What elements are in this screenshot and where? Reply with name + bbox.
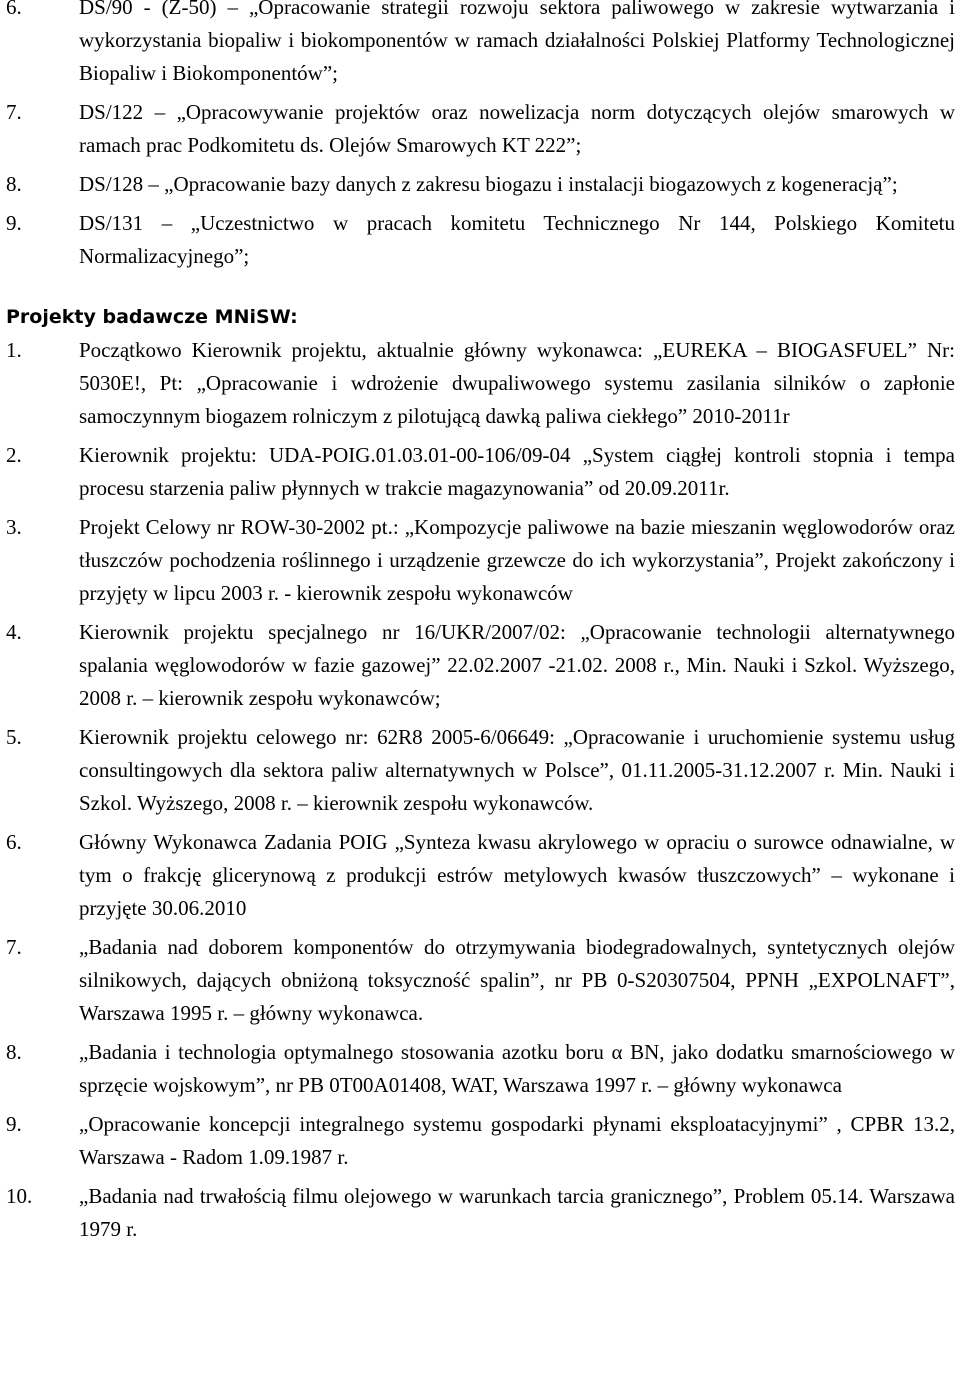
item-number: 8.: [6, 1040, 22, 1064]
item-number: 6.: [6, 830, 22, 854]
list-item: [0, 511, 960, 610]
item-text: „Opracowanie koncepcji integralnego systemu gospodarki płynami eksploatacyjnymi” , CPBR 13.2, Warszawa - Radom 1.09.1987 r.: [79, 1112, 955, 1169]
list-item: [0, 439, 960, 505]
item-text: Kierownik projektu specjalnego nr 16/UKR/2007/02: „Opracowanie technologii alternatywnego spalania węglowodorów w fazie gazowej” 22.02.2007 -21.02. 2008 r., Min. Nauki i Szkol. Wyższego, 2008 r. – kierownik zespołu wykonawców;: [79, 620, 955, 710]
item-number: 9.: [6, 211, 22, 235]
section-heading: Projekty badawcze MNiSW:: [6, 306, 298, 328]
item-number: 7.: [6, 100, 22, 124]
item-text: „Badania nad doborem komponentów do otrzymywania biodegradowalnych, syntetycznych olejów silnikowych, dających obniżoną toksyczność spalin”, nr PB 0-S20307504, PPNH „EXPOLNAFT”, Warszawa 1995 r. – główny wykonawca.: [79, 935, 955, 1025]
list-item: [0, 616, 960, 715]
list-item: [0, 334, 960, 433]
item-number: 2.: [6, 443, 22, 467]
list-item: [0, 721, 960, 820]
item-text: DS/131 ‒ „Uczestnictwo w pracach komitetu Technicznego Nr 144, Polskiego Komitetu Normalizacyjnego”;: [79, 211, 955, 268]
list-item: [0, 168, 960, 201]
item-text: Kierownik projektu celowego nr: 62R8 2005-6/06649: „Opracowanie i uruchomienie systemu usług consultingowych dla sektora paliw alternatywnych w Polsce”, 01.11.2005-31.12.2007 r. Min. Nauki i Szkol. Wyższego, 2008 r. – kierownik zespołu wykonawców.: [79, 725, 955, 815]
item-number: 8.: [6, 172, 22, 196]
item-number: 5.: [6, 725, 22, 749]
list-top: [0, 0, 960, 273]
list-item: [0, 207, 960, 273]
item-text: Projekt Celowy nr ROW-30-2002 pt.: „Kompozycje paliwowe na bazie mieszanin węglowodorów oraz tłuszczów pochodzenia roślinnego i urządzenie grzewcze do ich wykorzystania”, Projekt zakończony i przyjęty w lipcu 2003 r. - kierownik zespołu wykonawców: [79, 515, 955, 605]
item-text: „Badania nad trwałością filmu olejowego w warunkach tarcia granicznego”, Problem 05.14. Warszawa 1979 r.: [79, 1184, 955, 1241]
item-number: 10.: [6, 1184, 33, 1208]
list-item: [0, 931, 960, 1030]
item-text: DS/122 ‒ „Opracowywanie projektów oraz nowelizacja norm dotyczących olejów smarowych w ramach prac Podkomitetu ds. Olejów Smarowych KT 222”;: [79, 100, 955, 157]
list-item: [0, 0, 960, 90]
list-item: [0, 826, 960, 925]
item-number: 3.: [6, 515, 22, 539]
list-item: [0, 1180, 960, 1246]
list-item: [0, 1036, 960, 1102]
item-text: DS/90 - (Z-50) ‒ „Opracowanie strategii rozwoju sektora paliwowego w zakresie wytwarzania i wykorzystania biopaliw i biokomponentów w ramach działalności Polskiej Platformy Technologicznej Biopaliw i Biokomponentów”;: [79, 0, 955, 85]
item-number: 4.: [6, 620, 22, 644]
item-text: Początkowo Kierownik projektu, aktualnie główny wykonawca: „EUREKA ‒ BIOGASFUEL” Nr: 5030E!, Pt: „Opracowanie i wdrożenie dwupaliwowego systemu zasilania silników o zapłonie samoczynnym biogazem rolniczym z pilotującą dawką paliwa ciekłego” 2010-2011r: [79, 338, 955, 428]
item-text: Główny Wykonawca Zadania POIG „Synteza kwasu akrylowego w opraciu o surowce odnawialne, w tym o frakcję glicerynową z produkcji estrów metylowych kwasów tłuszczowych” ‒ wykonane i przyjęte 30.06.2010: [79, 830, 955, 920]
item-number: 6.: [6, 0, 22, 19]
item-text: „Badania i technologia optymalnego stosowania azotku boru α BN, jako dodatku smarnościowego w sprzęcie wojskowym”, nr PB 0T00A01408, WAT, Warszawa 1997 r. – główny wykonawca: [79, 1040, 955, 1097]
item-number: 9.: [6, 1112, 22, 1136]
item-text: Kierownik projektu: UDA-POIG.01.03.01-00-106/09-04 „System ciągłej kontroli stopnia i tempa procesu starzenia paliw płynnych w trakcie magazynowania” od 20.09.2011r.: [79, 443, 955, 500]
item-number: 7.: [6, 935, 22, 959]
list-item: [0, 96, 960, 162]
list-mnisw: [0, 334, 960, 1246]
item-text: DS/128 ‒ „Opracowanie bazy danych z zakresu biogazu i instalacji biogazowych z kogeneracją”;: [79, 172, 898, 196]
item-number: 1.: [6, 338, 22, 362]
list-item: [0, 1108, 960, 1174]
